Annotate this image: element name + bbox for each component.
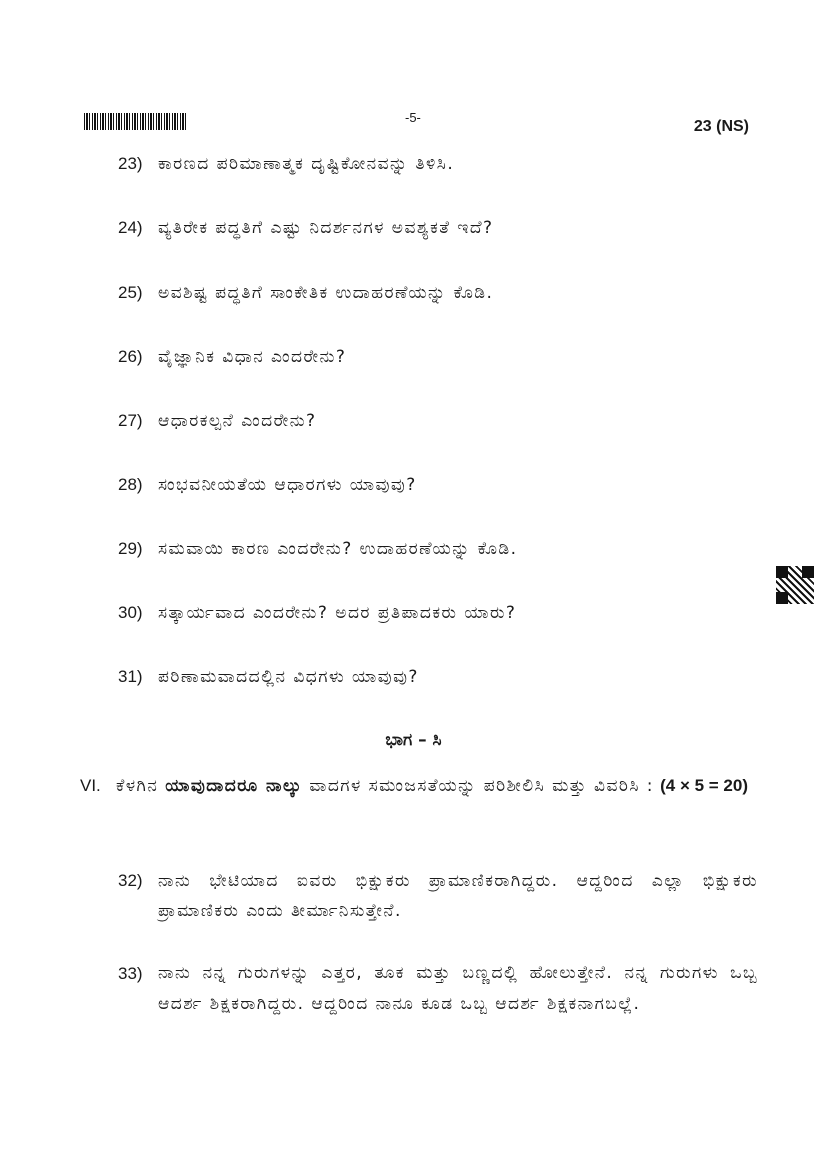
question-item bbox=[118, 601, 758, 625]
question-text: ವೈಜ್ಞಾನಿಕ ವಿಧಾನ ಎಂದರೇನು? bbox=[158, 347, 347, 367]
section-instruction bbox=[80, 771, 748, 801]
section-number: VI. bbox=[80, 776, 101, 795]
question-number: 24) bbox=[118, 218, 143, 237]
argument-text: ನಾನು ನನ್ನ ಗುರುಗಳನ್ನು ಎತ್ತರ, ತೂಕ ಮತ್ತು ಬಣ್ಣದಲ್ಲಿ ಹೋಲುತ್ತೇನೆ. ನನ್ನ ಗುರುಗಳು ಒಬ್ಬ ಆದರ್ಶ ಶಿಕ್ಷಕರಾಗಿದ್ದರು. ಆದ್ದರಿಂದ ನಾನೂ ಕೂಡ ಒಬ್ಬ ಆದರ್ಶ ಶಿಕ್ಷಕನಾಗಬಲ್ಲೆ. bbox=[158, 963, 758, 1014]
question-number: 29) bbox=[118, 539, 143, 558]
instruction-text: ಕೆಳಗಿನ bbox=[116, 776, 166, 796]
argument-number: 33) bbox=[118, 964, 143, 983]
question-text: ಅವಶಿಷ್ಟ ಪದ್ಧತಿಗೆ ಸಾಂಕೇತಿಕ ಉದಾಹರಣೆಯನ್ನು ಕೊಡಿ. bbox=[158, 283, 494, 303]
question-text: ಸಂಭವನೀಯತೆಯ ಆಧಾರಗಳು ಯಾವುವು? bbox=[158, 475, 417, 495]
instruction-emphasis: ಯಾವುದಾದರೂ ನಾಲ್ಕು bbox=[165, 776, 303, 796]
argument-text: ನಾನು ಭೇಟಿಯಾದ ಐವರು ಭಿಕ್ಷುಕರು ಪ್ರಾಮಾಣಿಕರಾಗಿದ್ದರು. ಆದ್ದರಿಂದ ಎಲ್ಲಾ ಭಿಕ್ಷುಕರು ಪ್ರಾಮಾಣಿಕರು ಎಂದು ತೀರ್ಮಾನಿಸುತ್ತೇನೆ. bbox=[158, 871, 758, 921]
question-text: ವ್ಯತಿರೇಕ ಪದ್ಧತಿಗೆ ಎಷ್ಟು ನಿದರ್ಶನಗಳ ಅವಶ್ಯಕತೆ ಇದೆ? bbox=[158, 218, 494, 238]
instruction-text-rest: ವಾದಗಳ ಸಮಂಜಸತೆಯನ್ನು ಪರಿಶೀಲಿಸಿ ಮತ್ತು ವಿವರಿಸಿ : bbox=[302, 776, 655, 796]
question-number: 26) bbox=[118, 347, 143, 366]
qr-code bbox=[776, 566, 814, 604]
question-item bbox=[118, 345, 758, 369]
question-text: ಕಾರಣದ ಪರಿಮಾಣಾತ್ಮಕ ದೃಷ್ಟಿಕೋನವನ್ನು ತಿಳಿಸಿ. bbox=[158, 154, 455, 174]
barcode bbox=[84, 113, 188, 130]
question-number: 30) bbox=[118, 603, 143, 622]
marks-label: (4 × 5 = 20) bbox=[660, 776, 748, 795]
question-text: ಪರಿಣಾಮವಾದದಲ್ಲಿನ ವಿಧಗಳು ಯಾವುವು? bbox=[158, 667, 419, 687]
question-item bbox=[118, 281, 758, 305]
question-number: 27) bbox=[118, 411, 143, 430]
question-number: 28) bbox=[118, 475, 143, 494]
question-number: 23) bbox=[118, 154, 143, 173]
argument-number: 32) bbox=[118, 871, 143, 890]
argument-item bbox=[118, 958, 758, 1020]
paper-code: 23 (NS) bbox=[693, 118, 749, 135]
part-title: ಭಾಗ – ಸಿ bbox=[385, 730, 442, 750]
question-item bbox=[118, 216, 758, 240]
question-item bbox=[118, 665, 758, 689]
page-number: -5- bbox=[405, 110, 421, 125]
question-item bbox=[118, 537, 758, 561]
question-item bbox=[118, 473, 758, 497]
question-number: 25) bbox=[118, 283, 143, 302]
question-item bbox=[118, 152, 758, 176]
question-number: 31) bbox=[118, 667, 143, 686]
argument-item bbox=[118, 866, 758, 926]
question-text: ಸಮವಾಯಿ ಕಾರಣ ಎಂದರೇನು? ಉದಾಹರಣೆಯನ್ನು ಕೊಡಿ. bbox=[158, 539, 518, 559]
question-item bbox=[118, 409, 758, 433]
question-text: ಸತ್ಕಾರ್ಯವಾದ ಎಂದರೇನು? ಅದರ ಪ್ರತಿಪಾದಕರು ಯಾರು? bbox=[158, 603, 517, 623]
question-text: ಆಧಾರಕಲ್ಪನೆ ಎಂದರೇನು? bbox=[158, 411, 317, 431]
